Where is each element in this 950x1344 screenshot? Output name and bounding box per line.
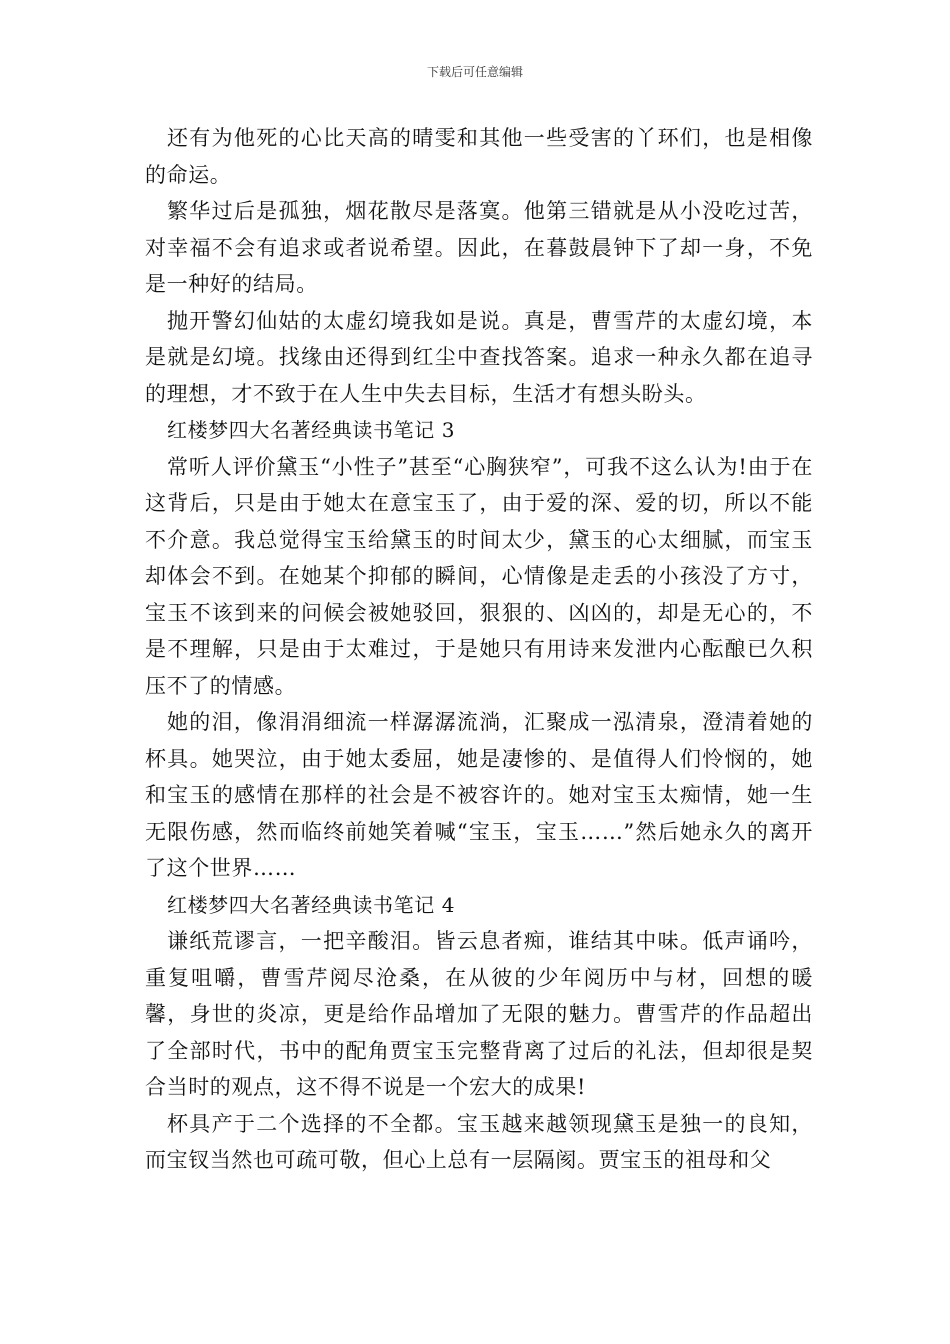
paragraph: 还有为他死的心比天高的晴雯和其他一些受害的丫环们，也是相像的命运。 [145, 126, 813, 187]
paragraph: 常听人评价黛玉“小性子”甚至“心胸狭窄”，可我不这么认为!由于在这背后，只是由于她太在意宝玉了，由于爱的深、爱的切，所以不能不介意。我总觉得宝玉给黛玉的时间太少，黛玉的心太细腻，而宝玉却体会不到。在她某个抑郁的瞬间，心情像是走丢的小孩没了方寸，宝玉不该到来的问候会被她驳回，狠狠的、凶凶的，却是无心的，不是不理解，只是由于太难过，于是她只有用诗来发泄内心酝酿已久积压不了的情感。 [145, 454, 813, 698]
paragraph: 繁华过后是孤独，烟花散尽是落寞。他第三错就是从小没吃过苦，对幸福不会有追求或者说希望。因此，在暮鼓晨钟下了却一身，不免是一种好的结局。 [145, 199, 813, 296]
paragraph: 抛开警幻仙姑的太虚幻境我如是说。真是，曹雪芹的太虚幻境，本是就是幻境。找缘由还得到红尘中查找答案。追求一种永久都在追寻的理想，才不致于在人生中失去目标，生活才有想头盼头。 [145, 308, 813, 406]
page-header-note: 下载后可任意编辑 [426, 65, 523, 79]
paragraph: 谦纸荒谬言，一把辛酸泪。皆云息者痴，谁结其中味。低声诵吟，重复咀嚼，曹雪芹阅尽沧桑，在从彼的少年阅历中与材，回想的暖馨，身世的炎凉，更是给作品增加了无限的魅力。曹雪芹的作品超出了全部时代，书中的配角贾宝玉完整背离了过后的礼法，但却很是契合当时的观点，这不得不说是一个宏大的成果! [145, 929, 813, 1099]
paragraph: 她的泪，像涓涓细流一样潺潺流淌，汇聚成一泓清泉，澄清着她的杯具。她哭泣，由于她太委屈，她是凄惨的、是值得人们怜悯的，她和宝玉的感情在那样的社会是不被容许的。她对宝玉太痴情，她一生无限伤感，然而临终前她笑着喊“宝玉，宝玉……”然后她永久的离开了这个世界…… [145, 710, 813, 880]
paragraph: 杯具产于二个选择的不全都。宝玉越来越领现黛玉是独一的良知，而宝钗当然也可疏可敬，但心上总有一层隔阂。贾宝玉的祖母和父 [145, 1111, 813, 1172]
section-heading: 红楼梦四大名著经典读书笔记 3 [167, 418, 456, 442]
document-body [145, 120, 813, 1179]
section-heading: 红楼梦四大名著经典读书笔记 4 [167, 892, 456, 917]
